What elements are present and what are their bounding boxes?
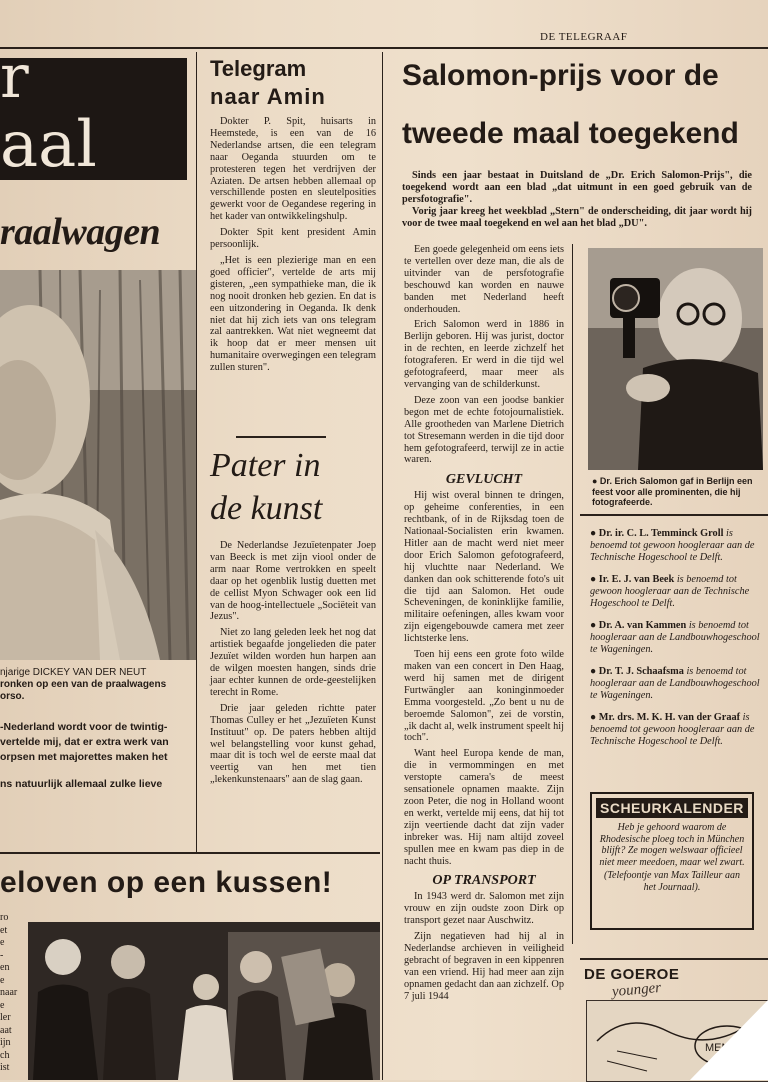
scheurkalender-body: Heb je gehoord waarom de Rhodesische ploeg toch in München blijft? Ze mogen welswaar officieel niet meer meedoen, maar wel zwart. [599, 822, 745, 868]
pater-article [210, 446, 376, 790]
photo-caption-line: ronken op een van de praalwagens [0, 679, 167, 690]
appointment-text: is benoemd tot gewoon hoogleraar aan de Technische Hogeschool te Delft. [590, 712, 755, 747]
masthead: DE TELEGRAAF [540, 31, 628, 43]
appointment-item: ● Dr. T. J. Schaafsma is benoemd tot hoogleraar aan de Landbouwhogeschool te Wageningen. [590, 666, 760, 701]
black-banner [0, 58, 187, 180]
subhead-op-transport: OP TRANSPORT [432, 873, 536, 889]
fragment: ch [0, 1049, 10, 1061]
salomon-paragraph: Erich Salomon werd in 1886 in Berlijn geboren. Hij was jurist, doctor in de rechten, en leerde zichzelf het fotograferen. Er werd in die tijd wel gefotografeerd, maar meer als vervanging van de schilderkunst. [404, 319, 564, 390]
left-text-line: ns natuurlijk allemaal zulke lieve [0, 778, 163, 790]
pater-paragraph: Niet zo lang geleden leek het nog dat artistiek begaafde jongelieden die pater Jezuïet wilden worden hun harpen aan de wilgen moesten hangen, sinds drie jaar echter kunnen de orde-geestelijken terecht in Rome. [210, 627, 376, 698]
goeroe-cartoon-text: MEN [705, 1042, 730, 1054]
torn-corner [690, 1000, 768, 1080]
photo-caption-line: orso. [0, 691, 25, 702]
child-photo-svg [0, 270, 196, 660]
salomon-headline-line2: tweede maal toegekend [402, 117, 739, 150]
fragment: e [0, 937, 5, 948]
amin-divider [236, 436, 326, 438]
appointment-item: ● Mr. drs. M. K. H. van der Graaf is benoemd tot gewoon hoogleraar aan de Technische Hogeschool te Delft. [590, 712, 755, 747]
scheurkalender-credit: (Telefoontje van Max Tailleur aan het Journaal). [604, 870, 740, 893]
bottom-side-fragments [0, 912, 20, 1075]
fragment: ler [0, 1012, 11, 1023]
amin-paragraph: „Het is een plezierige man en een goed officier", vertelde de arts mij gisteren, „een sympathieke man, die ik nog nooit dronken heb gezien. En dat is een uitzondering in Oeganda. Ik denk niet dat hij zich iets van ons telegram zal aantrekken. Wat niet wegneemt dat ik hoop dat er meer mensen uit humanitaire overwegingen een telegram zullen sturen". [210, 254, 376, 374]
pater-title-line1: Pater in [210, 447, 321, 484]
salomon-lead [402, 170, 752, 234]
group-photo [28, 922, 380, 1080]
salomon-paragraph: Een goede gelegenheid om eens iets te vertellen over deze man, die als de uitvinder van de persfotografie beschouwd kan worden en nauwe banden met Nederland heeft onderhouden. [404, 244, 564, 315]
appointment-name: Mr. drs. M. K. H. van der Graaf [598, 712, 741, 723]
appointment-text: is benoemd tot gewoon hoogleraar aan de Technische Hogeschool te Delft. [590, 528, 755, 563]
fragment: aat [0, 1024, 12, 1036]
appointment-text: is benoemd tot hoogleraar aan de Landbouwhogeschool te Wageningen. [590, 666, 760, 701]
pater-title-line2: de kunst [210, 490, 323, 527]
salomon-headline-line1: Salomon-prijs voor de [402, 59, 719, 92]
appointment-item: ● Dr. A. van Kammen is benoemd tot hoogleraar aan de Landbouwhogeschool te Wageningen. [590, 620, 760, 655]
banner-letters-top: r [0, 58, 29, 112]
salomon-paragraph: Deze zoon van een joodse bankier begon met de echte fotojournalistiek. Alle grootheden van Marlene Dietrich tot Stresemann werden in die tijd door hem gefotografeerd, terwijl ze in actie waren. [404, 394, 564, 466]
salomon-paragraph: Want heel Europa kende de man, die in vermommingen en met verstopte camera's de meest sensationele opnamen maakte. Zijn zoon Peter, die nog in Holland woont en werkt, vertelde mij eens, dat hij tot zijn veertiende dacht dat zijn vader inbreker was. Hij nam altijd zoveel spullen mee en kwam pas diep in de nacht thuis. [404, 748, 564, 867]
fragment: - [0, 949, 4, 961]
appointment-item: ● Ir. E. J. van Beek is benoemd tot gewoon hoogleraar aan de Technische Hogeschool te Delft. [590, 574, 750, 609]
salomon-column [404, 244, 564, 1007]
appointment-text: is benoemd tot gewoon hoogleraar aan de Technische Hogeschool te Delft. [590, 574, 750, 609]
fragment: e [0, 999, 5, 1011]
salomon-portrait [588, 248, 763, 470]
fragment: et [0, 924, 8, 936]
salomon-lead-paragraph: Sinds een jaar bestaat in Duitsland de „Dr. Erich Salomon-Prijs", die toegekend wordt aan een blad „dat uitmunt in een goed gebruik van de persfotografie". [402, 170, 752, 205]
appointment-text: is benoemd tot hoogleraar aan de Landbouwhogeschool te Wageningen. [590, 620, 760, 655]
goeroe-title: DE GOEROE [584, 966, 680, 983]
appointments-list [590, 528, 760, 758]
left-text-line: -Nederland wordt voor de twintig- [0, 721, 168, 733]
masthead-rule [0, 47, 768, 49]
photo-caption [0, 667, 196, 703]
column-divider-2 [382, 52, 383, 1080]
salomon-lead-paragraph: Vorig jaar kreeg het weekblad „Stern" de onderscheiding, dit jaar wordt hij voor de twee maal toegekend en wel aan het blad „DU". [402, 205, 752, 229]
fragment: ijn [0, 1037, 11, 1048]
pater-paragraph: Drie jaar geleden richtte pater Thomas Culley er het „Jezuïeten Kunst Instituut" op. De paters hebben altijd wel belangstelling voor kunst gehad, maar dit is toch wel de eerste maal dat veertig van hen met tien „lekenkunstenaars" aan de slag gaan. [210, 702, 376, 786]
salomon-inner-divider [572, 244, 573, 944]
amin-paragraph: Dokter Spit kent president Amin persoonlijk. [210, 227, 376, 251]
bottom-headline: eloven op een kussen! [0, 866, 333, 899]
fragment: en [0, 962, 10, 973]
column-divider-1 [196, 52, 197, 852]
left-text-line: orpsen met majorettes maken het [0, 751, 168, 763]
appointment-name: Dr. ir. C. L. Temminck Groll [598, 528, 724, 539]
amin-title-line2: naar Amin [210, 84, 326, 109]
portrait-caption: ● Dr. Erich Salomon gaf in Berlijn een feest voor alle prominenten, die hij fotografeerde. [592, 476, 753, 507]
scheurkalender-title: SCHEURKALENDER [596, 798, 748, 818]
salomon-paragraph: In 1943 werd dr. Salomon met zijn vrouw en zijn oudste zoon Dirk op transport gezet naar Auschwitz. [404, 891, 564, 927]
salomon-paragraph: Toen hij eens een grote foto wilde maken van een concert in Den Haag, werd hij samen met de dirigent Furtwängler aan koninginmoeder Emma voorgesteld. „Zo bent u nu de beroemde Salomon", zei de vorstin, „ik dacht al, welk instrument speelt hij toch". [404, 649, 564, 744]
appointment-name: Dr. A. van Kammen [598, 620, 687, 631]
fragment: e [0, 974, 5, 986]
subhead-gevlucht: GEVLUCHT [445, 472, 523, 488]
left-text-line: vertelde mij, dat er extra werk van [0, 736, 169, 748]
handwritten-note: younger [611, 979, 662, 1001]
photo-caption-line: njarige DICKEY VAN DER NEUT [0, 667, 147, 678]
banner-letters-bottom: aal [0, 108, 97, 180]
appointment-name: Ir. E. J. van Beek [598, 574, 675, 585]
child-photo [0, 270, 196, 660]
scheurkalender-box [590, 792, 754, 930]
appointment-name: Dr. T. J. Schaafsma [598, 666, 684, 677]
amin-title-line1: Telegram [210, 56, 307, 81]
pater-paragraph: De Nederlandse Jezuïetenpater Joep van Beeck is met zijn viool onder de arm naar Rome vertrokken en speelt daar op het ogenblik lustig duetten met de cellist Myon Schwager ook een lid van de hoog-intellectuele „Sociëteit van Jezus". [210, 540, 376, 623]
appointments-rule [580, 514, 768, 516]
fragment: ro [0, 912, 9, 923]
group-photo-svg [28, 922, 380, 1080]
fragment: ist [0, 1062, 10, 1073]
left-headline-fragment: raalwagen [0, 211, 161, 253]
appointment-item: ● Dr. ir. C. L. Temminck Groll is benoemd tot gewoon hoogleraar aan de Technische Hogeschool te Delft. [590, 528, 755, 563]
left-text-block [0, 720, 196, 792]
fragment: naar [0, 987, 18, 998]
goeroe-rule [580, 958, 768, 960]
salomon-portrait-svg [588, 248, 763, 470]
salomon-paragraph: Hij wist overal binnen te dringen, op geheime conferenties, in een rechtbank, of in de Rijksdag toen de Nationaal-Socialisten erin kwamen. Hitler aan de macht werd niet meer door Erich Salomon gefotografeerd, hij vluchtte naar Nederland. We danken dan ook schitterende foto's uit die tijd aan Salomon. Het oude Scheveningen, de koninklijke familie, militaire oefeningen, alles kwam voor zijn eigengebouwde camera met zeer lichtsterke lens. [404, 490, 564, 645]
salomon-paragraph: Zijn negatieven had hij al in Nederlandse archieven in veiligheid gebracht of begraven in een kippenren van een vriend. Hij had meer aan zijn opnamen gedacht dan aan zichzelf. Op 7 juli 1944 [404, 931, 564, 1002]
amin-paragraph: Dokter P. Spit, huisarts in Heemstede, is een van de 16 Nederlandse artsen, die een telegram naar Oeganda stuurden om te protesteren tegen het verdrijven der Aziaten. De artsen hebben allemaal op verschillende posten en sleutelposities gewerkt voor de Oegandese regering in het kader van ontwikkelingshulp. [210, 116, 376, 223]
left-bottom-rule [0, 852, 380, 854]
amin-article [210, 56, 376, 378]
